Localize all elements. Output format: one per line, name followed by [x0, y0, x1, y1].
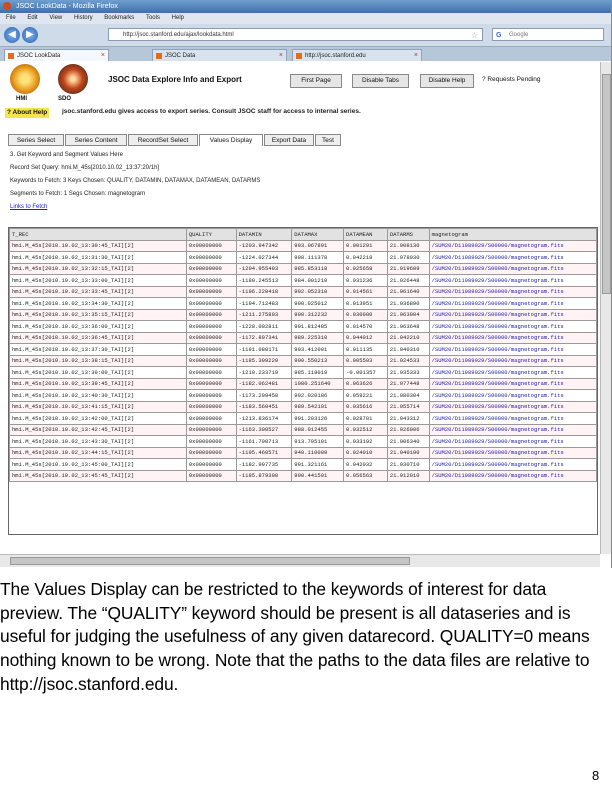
tab-lookdata[interactable]: [4, 49, 109, 61]
values-table-container: [8, 227, 598, 535]
url-bar[interactable]: [108, 28, 483, 41]
access-note: jsoc.stanford.edu gives access to export series. Consult JSOC staff for access to internal series.: [62, 108, 361, 115]
slide-caption: The Values Display can be restricted to the keywords of interest for data preview. The “QUALITY” keyword should be present is all dataseries and is useful for judging the usefulness of any given datarecord. QUALITY=0 means nothing known to be wrong. Note that the paths to the data files are relative to http://jsoc.stanford.edu.: [0, 579, 590, 694]
column-header[interactable]: DATAMAX: [292, 229, 344, 241]
segment-path-link[interactable]: /SUM20/D11089029/S00000/magnetogram.fits: [429, 378, 596, 390]
table-cell: hmi.M_45s[2010.10.02_13:41:15_TAI][2]: [10, 401, 187, 413]
horizontal-scrollbar[interactable]: [0, 554, 600, 567]
keywords-to-fetch[interactable]: Keywords to Fetch: 3 Keys Chosen: QUALITY, DATAMIN, DATAMAX, DATAMEAN, DATARMS: [10, 178, 261, 184]
table-cell: hmi.M_45s[2010.10.02_13:44:15_TAI][2]: [10, 447, 187, 459]
table-header-row: [10, 229, 597, 241]
table-row: [10, 309, 597, 321]
table-cell: 990.312232: [292, 309, 344, 321]
segment-path-link[interactable]: /SUM20/D11089029/S00000/magnetogram.fits: [429, 332, 596, 344]
table-cell: 21.942210: [387, 332, 429, 344]
table-cell: 21.955714: [387, 401, 429, 413]
tab-label: JSOC LookData: [17, 53, 61, 59]
hmi-logo-caption: HMI: [16, 96, 27, 102]
table-cell: 0x00000000: [186, 459, 236, 471]
table-cell: 988.012455: [292, 424, 344, 436]
table-cell: -1213.836174: [236, 413, 292, 425]
table-cell: -1211.275803: [236, 309, 292, 321]
segment-path-link[interactable]: /SUM20/D11089029/S00000/magnetogram.fits: [429, 298, 596, 310]
scroll-thumb[interactable]: [10, 557, 410, 565]
close-tab-icon[interactable]: ×: [278, 52, 283, 59]
search-placeholder: Google: [509, 32, 529, 38]
window-title: JSOC LookData - Mozilla Firefox: [15, 3, 118, 10]
tab-jsoc-data[interactable]: [152, 49, 287, 61]
first-page-button[interactable]: First Page: [290, 74, 342, 88]
table-cell: 0x00000000: [186, 286, 236, 298]
table-cell: 991.203126: [292, 413, 344, 425]
table-cell: -1182.062481: [236, 378, 292, 390]
table-cell: 985.118019: [292, 367, 344, 379]
table-cell: -1210.233719: [236, 367, 292, 379]
url-text: http://jsoc.stanford.edu/ajax/lookdata.html: [123, 32, 234, 38]
column-header[interactable]: T_REC: [10, 229, 187, 241]
column-header[interactable]: QUALITY: [186, 229, 236, 241]
table-cell: 0x00000000: [186, 332, 236, 344]
table-cell: 0.030000: [344, 309, 388, 321]
table-cell: 0.005503: [344, 355, 388, 367]
table-cell: -1161.700713: [236, 436, 292, 448]
table-cell: -0.001357: [344, 367, 388, 379]
sdo-logo-icon: [58, 64, 88, 94]
favicon-icon: [296, 53, 302, 59]
table-cell: 21.930710: [387, 459, 429, 471]
table-row: [10, 286, 597, 298]
table-cell: 913.795101: [292, 436, 344, 448]
table-cell: 0x00000000: [186, 390, 236, 402]
tab-jsoc-url[interactable]: [292, 49, 422, 61]
table-cell: hmi.M_45s[2010.10.02_13:40:30_TAI][2]: [10, 390, 187, 402]
table-cell: 940.110009: [292, 447, 344, 459]
table-cell: 21.926006: [387, 424, 429, 436]
table-cell: -1183.560451: [236, 401, 292, 413]
tab-label: JSOC Data: [165, 53, 196, 59]
table-row: [10, 240, 597, 252]
table-cell: 0x00000000: [186, 275, 236, 287]
table-cell: hmi.M_45s[2010.10.02_13:35:15_TAI][2]: [10, 309, 187, 321]
table-cell: 21.919609: [387, 263, 429, 275]
table-cell: hmi.M_45s[2010.10.02_13:34:30_TAI][2]: [10, 298, 187, 310]
table-cell: 0.014570: [344, 321, 388, 333]
segment-path-link[interactable]: /SUM20/D11089029/S00000/magnetogram.fits: [429, 447, 596, 459]
tab-series-content[interactable]: Series Content: [65, 134, 127, 146]
table-cell: -1194.712483: [236, 298, 292, 310]
table-cell: 0x00000000: [186, 367, 236, 379]
table-cell: 0.028701: [344, 413, 388, 425]
table-cell: hmi.M_45s[2010.10.02_13:43:30_TAI][2]: [10, 436, 187, 448]
table-cell: 0.011135: [344, 344, 388, 356]
table-cell: -1173.299458: [236, 390, 292, 402]
table-row: [10, 378, 597, 390]
table-row: [10, 344, 597, 356]
table-cell: 0.013951: [344, 298, 388, 310]
segment-path-link[interactable]: /SUM20/D11089029/S00000/magnetogram.fits: [429, 275, 596, 287]
table-row: [10, 436, 597, 448]
table-row: [10, 447, 597, 459]
table-cell: 21.936890: [387, 298, 429, 310]
table-cell: 0.042218: [344, 252, 388, 264]
table-cell: hmi.M_45s[2010.10.02_13:45:00_TAI][2]: [10, 459, 187, 471]
table-cell: 990.025012: [292, 298, 344, 310]
navigation-bar: [0, 24, 612, 47]
table-cell: 0.025658: [344, 263, 388, 275]
page-title: JSOC Data Explore Info and Export: [108, 75, 242, 84]
table-cell: 989.225310: [292, 332, 344, 344]
disable-tabs-button[interactable]: Disable Tabs: [352, 74, 409, 88]
values-table: [9, 228, 597, 482]
segment-path-link[interactable]: /SUM20/D11089029/S00000/magnetogram.fits: [429, 344, 596, 356]
column-header[interactable]: DATAMEAN: [344, 229, 388, 241]
table-row: [10, 332, 597, 344]
table-cell: -1185.879300: [236, 470, 292, 482]
table-cell: -1195.460571: [236, 447, 292, 459]
table-cell: 992.020186: [292, 390, 344, 402]
table-cell: 21.912010: [387, 470, 429, 482]
table-cell: -1163.300527: [236, 424, 292, 436]
table-row: [10, 298, 597, 310]
table-row: [10, 275, 597, 287]
sdo-logo-caption: SDO: [58, 96, 72, 102]
table-cell: 0.056563: [344, 470, 388, 482]
table-row: [10, 413, 597, 425]
table-cell: 21.924533: [387, 355, 429, 367]
menu-tools[interactable]: Tools: [145, 15, 160, 21]
table-cell: 0x00000000: [186, 240, 236, 252]
disable-help-button[interactable]: Disable Help: [420, 74, 474, 88]
table-cell: 998.111378: [292, 252, 344, 264]
table-cell: 0x00000000: [186, 447, 236, 459]
back-icon[interactable]: ◀: [4, 27, 20, 43]
table-cell: 0x00000000: [186, 309, 236, 321]
table-row: [10, 390, 597, 402]
table-row: [10, 367, 597, 379]
table-cell: 0x00000000: [186, 436, 236, 448]
tab-strip: [0, 47, 612, 61]
table-cell: -1204.955493: [236, 263, 292, 275]
segment-path-link[interactable]: /SUM20/D11089029/S00000/magnetogram.fits: [429, 459, 596, 471]
table-cell: 993.067891: [292, 240, 344, 252]
tab-values-display[interactable]: Values Display: [199, 134, 263, 146]
table-row: [10, 470, 597, 482]
table-row: [10, 424, 597, 436]
table-cell: 0x00000000: [186, 355, 236, 367]
column-header[interactable]: DATAMIN: [236, 229, 292, 241]
table-cell: hmi.M_45s[2010.10.02_13:36:00_TAI][2]: [10, 321, 187, 333]
page-content: [0, 62, 600, 568]
segment-path-link[interactable]: /SUM20/D11089029/S00000/magnetogram.fits: [429, 424, 596, 436]
forward-icon[interactable]: ▶: [22, 27, 38, 43]
table-cell: hmi.M_45s[2010.10.02_13:32:15_TAI][2]: [10, 263, 187, 275]
table-cell: 21.977448: [387, 378, 429, 390]
menu-bookmarks[interactable]: Bookmarks: [104, 15, 135, 21]
table-cell: 0.033192: [344, 436, 388, 448]
segment-path-link[interactable]: /SUM20/D11089029/S00000/magnetogram.fits: [429, 309, 596, 321]
table-cell: 0.042032: [344, 459, 388, 471]
window-titlebar: [0, 0, 612, 13]
segment-path-link[interactable]: /SUM20/D11089029/S00000/magnetogram.fits: [429, 401, 596, 413]
table-cell: 0.035616: [344, 401, 388, 413]
table-cell: 991.321161: [292, 459, 344, 471]
table-cell: 0x00000000: [186, 252, 236, 264]
menu-edit[interactable]: Edit: [27, 15, 38, 21]
table-row: [10, 263, 597, 275]
table-cell: 0x00000000: [186, 413, 236, 425]
column-header[interactable]: DATARMS: [387, 229, 429, 241]
table-cell: 0.024010: [344, 447, 388, 459]
tab-series-select[interactable]: Series Select: [8, 134, 64, 146]
table-cell: hmi.M_45s[2010.10.02_13:42:00_TAI][2]: [10, 413, 187, 425]
table-cell: 21.961640: [387, 286, 429, 298]
table-cell: hmi.M_45s[2010.10.02_13:39:00_TAI][2]: [10, 367, 187, 379]
table-cell: 991.812485: [292, 321, 344, 333]
table-cell: 0x00000000: [186, 424, 236, 436]
segment-path-link[interactable]: /SUM20/D11089029/S00000/magnetogram.fits: [429, 367, 596, 379]
tab-test[interactable]: Test: [315, 134, 341, 146]
segments-to-fetch[interactable]: Segments to Fetch: 1 Segs Chosen: magnetogram: [10, 191, 146, 197]
table-cell: -1203.947342: [236, 240, 292, 252]
table-cell: 989.542101: [292, 401, 344, 413]
table-cell: -1172.807341: [236, 332, 292, 344]
table-cell: hmi.M_45s[2010.10.02_13:38:15_TAI][2]: [10, 355, 187, 367]
segment-path-link[interactable]: /SUM20/D11089029/S00000/magnetogram.fits: [429, 321, 596, 333]
links-to-fetch-link[interactable]: Links to Fetch: [10, 204, 48, 210]
table-cell: 0.001291: [344, 240, 388, 252]
table-cell: hmi.M_45s[2010.10.02_13:30:45_TAI][2]: [10, 240, 187, 252]
vertical-scrollbar[interactable]: [600, 62, 612, 554]
table-row: [10, 401, 597, 413]
column-header[interactable]: magnetogram: [429, 229, 596, 241]
segment-path-link[interactable]: /SUM20/D11089029/S00000/magnetogram.fits: [429, 470, 596, 482]
table-cell: 21.935333: [387, 367, 429, 379]
segment-path-link[interactable]: /SUM20/D11089029/S00000/magnetogram.fits: [429, 263, 596, 275]
table-cell: 21.963904: [387, 309, 429, 321]
menu-view[interactable]: View: [49, 15, 63, 21]
table-cell: 1080.251640: [292, 378, 344, 390]
close-tab-icon[interactable]: ×: [100, 52, 105, 59]
table-cell: -1224.027344: [236, 252, 292, 264]
table-row: [10, 355, 597, 367]
step-heading: 3. Get Keyword and Segment Values Here: [10, 152, 123, 158]
table-cell: hmi.M_45s[2010.10.02_13:45:45_TAI][2]: [10, 470, 187, 482]
table-cell: hmi.M_45s[2010.10.02_13:36:45_TAI][2]: [10, 332, 187, 344]
table-cell: hmi.M_45s[2010.10.02_13:37:30_TAI][2]: [10, 344, 187, 356]
table-body: [10, 240, 597, 482]
table-cell: 985.853118: [292, 263, 344, 275]
table-cell: 0x00000000: [186, 344, 236, 356]
table-cell: 0.014561: [344, 286, 388, 298]
table-cell: 0.032512: [344, 424, 388, 436]
table-cell: 0x00000000: [186, 470, 236, 482]
table-cell: -1180.245513: [236, 275, 292, 287]
table-cell: -1196.220418: [236, 286, 292, 298]
table-cell: -1185.399220: [236, 355, 292, 367]
table-cell: 21.940190: [387, 447, 429, 459]
menu-bar: [0, 13, 612, 24]
table-row: [10, 321, 597, 333]
favicon-icon: [8, 53, 14, 59]
favicon-icon: [156, 53, 162, 59]
segment-path-link[interactable]: /SUM20/D11089029/S00000/magnetogram.fits: [429, 390, 596, 402]
table-cell: 0.031236: [344, 275, 388, 287]
menu-file[interactable]: File: [6, 15, 16, 21]
page-number: 8: [592, 768, 600, 783]
record-set-query: Record Set Query: hmi.M_45s[2010.10.02_13:37:20/1h]: [10, 165, 160, 171]
table-cell: -1228.002811: [236, 321, 292, 333]
close-tab-icon[interactable]: ×: [413, 52, 418, 59]
table-cell: 21.943312: [387, 413, 429, 425]
table-cell: 0.059221: [344, 390, 388, 402]
tab-label: http://jsoc.stanford.edu: [305, 53, 366, 59]
search-input[interactable]: [492, 28, 604, 41]
table-cell: 21.940310: [387, 344, 429, 356]
table-cell: hmi.M_45s[2010.10.02_13:39:45_TAI][2]: [10, 378, 187, 390]
table-cell: 21.926448: [387, 275, 429, 287]
table-cell: -1182.997735: [236, 459, 292, 471]
table-cell: 21.906340: [387, 436, 429, 448]
segment-path-link[interactable]: /SUM20/D11089029/S00000/magnetogram.fits: [429, 240, 596, 252]
bookmark-star-icon[interactable]: ☆: [470, 31, 478, 40]
table-cell: -1191.080171: [236, 344, 292, 356]
table-cell: 0.063626: [344, 378, 388, 390]
table-cell: 990.550213: [292, 355, 344, 367]
links-to-fetch[interactable]: [10, 204, 47, 210]
table-cell: 0x00000000: [186, 298, 236, 310]
scroll-thumb[interactable]: [602, 74, 611, 294]
table-cell: 990.441501: [292, 470, 344, 482]
table-cell: 0x00000000: [186, 263, 236, 275]
segment-path-link[interactable]: /SUM20/D11089029/S00000/magnetogram.fits: [429, 413, 596, 425]
segment-path-link[interactable]: /SUM20/D11089029/S00000/magnetogram.fits: [429, 286, 596, 298]
requests-pending: ? Requests Pending: [482, 76, 541, 83]
hmi-logo-icon: [10, 64, 40, 94]
table-cell: 0x00000000: [186, 401, 236, 413]
tab-export-data[interactable]: Export Data: [264, 134, 314, 146]
segment-path-link[interactable]: /SUM20/D11089029/S00000/magnetogram.fits: [429, 355, 596, 367]
menu-help[interactable]: Help: [171, 15, 184, 21]
table-cell: 0x00000000: [186, 321, 236, 333]
table-row: [10, 459, 597, 471]
segment-path-link[interactable]: /SUM20/D11089029/S00000/magnetogram.fits: [429, 436, 596, 448]
table-row: [10, 252, 597, 264]
table-cell: 0.044012: [344, 332, 388, 344]
table-cell: 21.908130: [387, 240, 429, 252]
table-cell: 21.963648: [387, 321, 429, 333]
menu-history[interactable]: History: [73, 15, 93, 21]
tab-recordset-select[interactable]: RecordSet Select: [128, 134, 198, 146]
table-cell: 984.001210: [292, 275, 344, 287]
segment-path-link[interactable]: /SUM20/D11089029/S00000/magnetogram.fits: [429, 252, 596, 264]
table-cell: hmi.M_45s[2010.10.02_13:42:45_TAI][2]: [10, 424, 187, 436]
table-cell: hmi.M_45s[2010.10.02_13:33:00_TAI][2]: [10, 275, 187, 287]
about-help-link[interactable]: ? About Help: [7, 109, 48, 116]
firefox-icon: [3, 2, 11, 10]
table-cell: 21.978030: [387, 252, 429, 264]
table-cell: 0x00000000: [186, 378, 236, 390]
table-cell: hmi.M_45s[2010.10.02_13:31:30_TAI][2]: [10, 252, 187, 264]
table-cell: 993.412001: [292, 344, 344, 356]
table-cell: 992.052310: [292, 286, 344, 298]
google-icon: G: [496, 32, 502, 39]
table-cell: 21.980304: [387, 390, 429, 402]
table-cell: hmi.M_45s[2010.10.02_13:33:45_TAI][2]: [10, 286, 187, 298]
